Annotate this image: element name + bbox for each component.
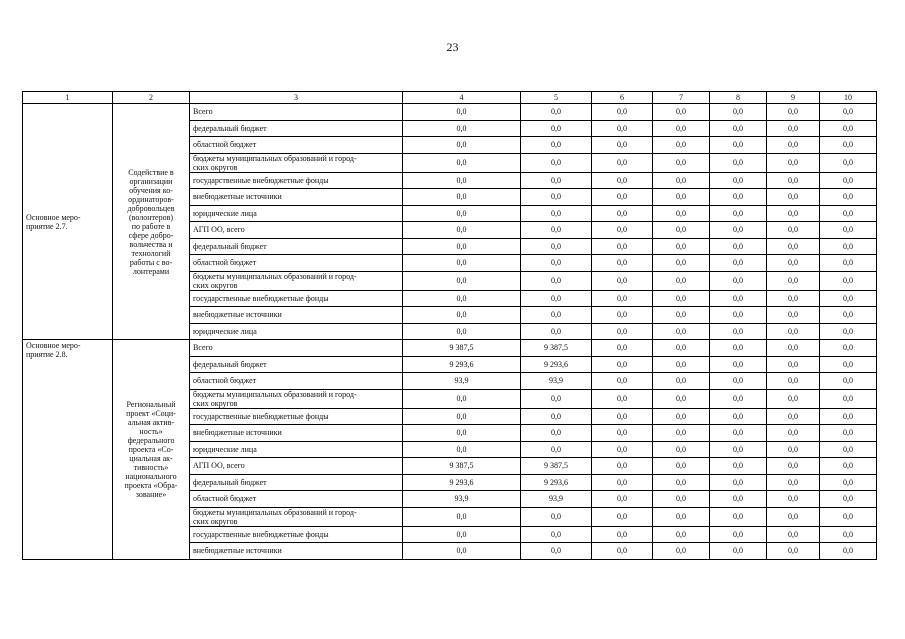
value-cell: 0,0 <box>767 189 820 206</box>
value-cell: 0,0 <box>403 408 521 425</box>
value-cell: 0,0 <box>403 441 521 458</box>
value-cell: 0,0 <box>592 222 653 239</box>
value-cell: 0,0 <box>592 189 653 206</box>
value-cell: 0,0 <box>653 425 710 442</box>
value-cell: 0,0 <box>767 526 820 543</box>
value-cell: 0,0 <box>710 104 767 121</box>
value-cell: 93,9 <box>521 491 592 508</box>
value-cell: 0,0 <box>653 137 710 154</box>
value-cell: 0,0 <box>521 323 592 340</box>
funding-source-cell: юридические лица <box>190 323 403 340</box>
value-cell: 0,0 <box>592 137 653 154</box>
value-cell: 0,0 <box>653 474 710 491</box>
funding-source-cell: АГП ОО, всего <box>190 222 403 239</box>
value-cell: 0,0 <box>767 205 820 222</box>
value-cell: 0,0 <box>403 120 521 137</box>
value-cell: 0,0 <box>403 222 521 239</box>
value-cell: 0,0 <box>820 373 877 390</box>
value-cell: 0,0 <box>592 507 653 526</box>
value-cell: 0,0 <box>403 389 521 408</box>
value-cell: 93,9 <box>403 373 521 390</box>
value-cell: 0,0 <box>653 205 710 222</box>
value-cell: 0,0 <box>710 408 767 425</box>
value-cell: 0,0 <box>653 373 710 390</box>
value-cell: 0,0 <box>592 373 653 390</box>
value-cell: 0,0 <box>767 307 820 324</box>
funding-source-cell: внебюджетные источники <box>190 307 403 324</box>
table-row <box>23 104 877 121</box>
measure-cell: Основное меро- приятие 2.7. <box>23 104 113 340</box>
value-cell: 0,0 <box>820 507 877 526</box>
value-cell: 0,0 <box>592 543 653 560</box>
value-cell: 0,0 <box>592 104 653 121</box>
description-cell: Региональный проект «Соци- альная актив- ность» федерального проекта «Со- циальная ак- тивность» национального проекта «Обра- зование» <box>113 340 190 560</box>
value-cell: 0,0 <box>767 408 820 425</box>
table-body <box>23 104 877 560</box>
value-cell: 9 387,5 <box>403 340 521 357</box>
value-cell: 0,0 <box>820 543 877 560</box>
funding-source-cell: юридические лица <box>190 441 403 458</box>
funding-source-cell: областной бюджет <box>190 255 403 272</box>
value-cell: 9 293,6 <box>403 356 521 373</box>
value-cell: 0,0 <box>820 271 877 290</box>
value-cell: 0,0 <box>403 307 521 324</box>
value-cell: 0,0 <box>403 323 521 340</box>
value-cell: 0,0 <box>767 238 820 255</box>
value-cell: 0,0 <box>710 373 767 390</box>
value-cell: 0,0 <box>710 255 767 272</box>
value-cell: 0,0 <box>767 104 820 121</box>
value-cell: 0,0 <box>767 255 820 272</box>
value-cell: 0,0 <box>521 425 592 442</box>
column-header: 2 <box>113 92 190 104</box>
value-cell: 0,0 <box>521 153 592 172</box>
value-cell: 9 387,5 <box>521 340 592 357</box>
value-cell: 0,0 <box>521 526 592 543</box>
measure-cell: Основное меро- приятие 2.8. <box>23 340 113 560</box>
value-cell: 0,0 <box>767 290 820 307</box>
value-cell: 0,0 <box>820 290 877 307</box>
value-cell: 0,0 <box>710 120 767 137</box>
value-cell: 0,0 <box>521 238 592 255</box>
value-cell: 0,0 <box>710 474 767 491</box>
funding-source-cell: федеральный бюджет <box>190 120 403 137</box>
value-cell: 0,0 <box>521 222 592 239</box>
value-cell: 0,0 <box>820 356 877 373</box>
value-cell: 9 293,6 <box>521 356 592 373</box>
page-number: 23 <box>446 40 459 54</box>
value-cell: 0,0 <box>820 458 877 475</box>
value-cell: 0,0 <box>767 356 820 373</box>
funding-source-cell: бюджеты муниципальных образований и город- ских округов <box>190 153 403 172</box>
value-cell: 0,0 <box>767 441 820 458</box>
column-header: 8 <box>710 92 767 104</box>
value-cell: 0,0 <box>820 120 877 137</box>
value-cell: 0,0 <box>653 543 710 560</box>
value-cell: 0,0 <box>521 189 592 206</box>
value-cell: 0,0 <box>653 507 710 526</box>
value-cell: 0,0 <box>653 104 710 121</box>
value-cell: 0,0 <box>521 307 592 324</box>
value-cell: 0,0 <box>710 507 767 526</box>
value-cell: 0,0 <box>521 441 592 458</box>
value-cell: 0,0 <box>403 189 521 206</box>
value-cell: 0,0 <box>820 137 877 154</box>
value-cell: 0,0 <box>592 340 653 357</box>
value-cell: 0,0 <box>653 323 710 340</box>
value-cell: 0,0 <box>710 543 767 560</box>
value-cell: 0,0 <box>403 425 521 442</box>
value-cell: 0,0 <box>592 153 653 172</box>
column-header: 6 <box>592 92 653 104</box>
value-cell: 0,0 <box>592 389 653 408</box>
column-header: 3 <box>190 92 403 104</box>
value-cell: 0,0 <box>653 356 710 373</box>
value-cell: 0,0 <box>592 491 653 508</box>
value-cell: 0,0 <box>592 441 653 458</box>
value-cell: 0,0 <box>820 205 877 222</box>
description-cell: Содействие в организации обучения ко- ординаторов- добровольцев (волонтеров) по работе в сфере добро- вольчества и технологий работы с во- лонтерами <box>113 104 190 340</box>
value-cell: 0,0 <box>521 271 592 290</box>
value-cell: 0,0 <box>820 425 877 442</box>
funding-source-cell: бюджеты муниципальных образований и город- ских округов <box>190 507 403 526</box>
value-cell: 0,0 <box>653 271 710 290</box>
value-cell: 0,0 <box>767 507 820 526</box>
value-cell: 0,0 <box>767 137 820 154</box>
value-cell: 0,0 <box>767 271 820 290</box>
value-cell: 0,0 <box>820 255 877 272</box>
value-cell: 0,0 <box>653 153 710 172</box>
value-cell: 0,0 <box>653 389 710 408</box>
value-cell: 0,0 <box>653 255 710 272</box>
value-cell: 0,0 <box>820 307 877 324</box>
column-header: 4 <box>403 92 521 104</box>
value-cell: 0,0 <box>403 104 521 121</box>
value-cell: 0,0 <box>403 172 521 189</box>
value-cell: 0,0 <box>521 104 592 121</box>
funding-source-cell: федеральный бюджет <box>190 238 403 255</box>
value-cell: 0,0 <box>592 120 653 137</box>
value-cell: 0,0 <box>403 271 521 290</box>
value-cell: 0,0 <box>767 120 820 137</box>
value-cell: 0,0 <box>592 408 653 425</box>
funding-source-cell: Всего <box>190 104 403 121</box>
value-cell: 0,0 <box>592 323 653 340</box>
value-cell: 0,0 <box>710 271 767 290</box>
value-cell: 0,0 <box>710 458 767 475</box>
column-header: 7 <box>653 92 710 104</box>
value-cell: 0,0 <box>767 491 820 508</box>
value-cell: 0,0 <box>767 543 820 560</box>
value-cell: 0,0 <box>521 389 592 408</box>
budget-table <box>22 91 877 560</box>
funding-source-cell: Всего <box>190 340 403 357</box>
value-cell: 0,0 <box>521 543 592 560</box>
funding-source-cell: внебюджетные источники <box>190 425 403 442</box>
value-cell: 0,0 <box>767 323 820 340</box>
value-cell: 9 387,5 <box>403 458 521 475</box>
value-cell: 0,0 <box>592 238 653 255</box>
value-cell: 0,0 <box>820 526 877 543</box>
funding-source-cell: АГП ОО, всего <box>190 458 403 475</box>
value-cell: 0,0 <box>710 189 767 206</box>
value-cell: 0,0 <box>653 189 710 206</box>
value-cell: 0,0 <box>820 491 877 508</box>
value-cell: 0,0 <box>767 458 820 475</box>
value-cell: 0,0 <box>403 526 521 543</box>
value-cell: 0,0 <box>592 255 653 272</box>
value-cell: 0,0 <box>403 137 521 154</box>
value-cell: 0,0 <box>820 323 877 340</box>
value-cell: 0,0 <box>767 474 820 491</box>
value-cell: 0,0 <box>820 189 877 206</box>
value-cell: 0,0 <box>592 307 653 324</box>
value-cell: 0,0 <box>592 356 653 373</box>
value-cell: 0,0 <box>592 425 653 442</box>
value-cell: 0,0 <box>521 120 592 137</box>
value-cell: 0,0 <box>820 389 877 408</box>
value-cell: 0,0 <box>403 543 521 560</box>
value-cell: 0,0 <box>820 474 877 491</box>
value-cell: 0,0 <box>710 526 767 543</box>
value-cell: 0,0 <box>653 458 710 475</box>
value-cell: 0,0 <box>521 507 592 526</box>
column-header: 9 <box>767 92 820 104</box>
value-cell: 93,9 <box>521 373 592 390</box>
value-cell: 0,0 <box>767 340 820 357</box>
funding-source-cell: внебюджетные источники <box>190 189 403 206</box>
value-cell: 0,0 <box>592 205 653 222</box>
value-cell: 0,0 <box>592 474 653 491</box>
value-cell: 0,0 <box>403 507 521 526</box>
value-cell: 0,0 <box>820 172 877 189</box>
funding-source-cell: областной бюджет <box>190 137 403 154</box>
funding-source-cell: государственные внебюджетные фонды <box>190 408 403 425</box>
column-header: 1 <box>23 92 113 104</box>
value-cell: 0,0 <box>403 205 521 222</box>
value-cell: 0,0 <box>521 255 592 272</box>
value-cell: 0,0 <box>820 340 877 357</box>
value-cell: 0,0 <box>767 222 820 239</box>
value-cell: 0,0 <box>403 153 521 172</box>
value-cell: 0,0 <box>710 389 767 408</box>
table-row <box>23 340 877 357</box>
value-cell: 0,0 <box>653 290 710 307</box>
column-header: 5 <box>521 92 592 104</box>
value-cell: 0,0 <box>592 458 653 475</box>
header-row <box>23 92 877 104</box>
value-cell: 0,0 <box>710 323 767 340</box>
value-cell: 0,0 <box>767 389 820 408</box>
value-cell: 0,0 <box>653 340 710 357</box>
funding-source-cell: государственные внебюджетные фонды <box>190 526 403 543</box>
value-cell: 0,0 <box>710 425 767 442</box>
value-cell: 0,0 <box>521 408 592 425</box>
value-cell: 0,0 <box>653 408 710 425</box>
value-cell: 9 293,6 <box>521 474 592 491</box>
funding-source-cell: государственные внебюджетные фонды <box>190 172 403 189</box>
value-cell: 93,9 <box>403 491 521 508</box>
value-cell: 0,0 <box>767 172 820 189</box>
value-cell: 0,0 <box>710 238 767 255</box>
funding-source-cell: федеральный бюджет <box>190 474 403 491</box>
funding-source-cell: бюджеты муниципальных образований и город- ских округов <box>190 389 403 408</box>
value-cell: 0,0 <box>653 120 710 137</box>
value-cell: 0,0 <box>710 137 767 154</box>
value-cell: 0,0 <box>767 425 820 442</box>
value-cell: 9 387,5 <box>521 458 592 475</box>
value-cell: 0,0 <box>653 491 710 508</box>
column-header: 10 <box>820 92 877 104</box>
funding-source-cell: областной бюджет <box>190 491 403 508</box>
value-cell: 0,0 <box>820 222 877 239</box>
value-cell: 0,0 <box>710 441 767 458</box>
funding-source-cell: внебюджетные источники <box>190 543 403 560</box>
value-cell: 0,0 <box>767 373 820 390</box>
value-cell: 0,0 <box>710 153 767 172</box>
value-cell: 0,0 <box>403 290 521 307</box>
value-cell: 0,0 <box>653 222 710 239</box>
value-cell: 0,0 <box>820 441 877 458</box>
value-cell: 0,0 <box>820 153 877 172</box>
value-cell: 0,0 <box>653 238 710 255</box>
value-cell: 0,0 <box>710 205 767 222</box>
value-cell: 0,0 <box>820 408 877 425</box>
funding-source-cell: юридические лица <box>190 205 403 222</box>
value-cell: 0,0 <box>592 172 653 189</box>
value-cell: 0,0 <box>592 271 653 290</box>
value-cell: 0,0 <box>521 290 592 307</box>
value-cell: 0,0 <box>710 172 767 189</box>
value-cell: 0,0 <box>592 526 653 543</box>
funding-source-cell: бюджеты муниципальных образований и город- ских округов <box>190 271 403 290</box>
funding-source-cell: областной бюджет <box>190 373 403 390</box>
value-cell: 0,0 <box>521 137 592 154</box>
value-cell: 0,0 <box>710 307 767 324</box>
value-cell: 0,0 <box>820 104 877 121</box>
value-cell: 0,0 <box>710 290 767 307</box>
value-cell: 0,0 <box>710 222 767 239</box>
value-cell: 0,0 <box>820 238 877 255</box>
value-cell: 0,0 <box>710 491 767 508</box>
funding-source-cell: федеральный бюджет <box>190 356 403 373</box>
value-cell: 0,0 <box>592 290 653 307</box>
value-cell: 0,0 <box>403 238 521 255</box>
value-cell: 0,0 <box>710 340 767 357</box>
value-cell: 0,0 <box>521 172 592 189</box>
value-cell: 0,0 <box>653 441 710 458</box>
value-cell: 0,0 <box>767 153 820 172</box>
value-cell: 0,0 <box>710 356 767 373</box>
value-cell: 0,0 <box>653 172 710 189</box>
value-cell: 0,0 <box>653 307 710 324</box>
value-cell: 9 293,6 <box>403 474 521 491</box>
value-cell: 0,0 <box>403 255 521 272</box>
funding-source-cell: государственные внебюджетные фонды <box>190 290 403 307</box>
value-cell: 0,0 <box>521 205 592 222</box>
value-cell: 0,0 <box>653 526 710 543</box>
